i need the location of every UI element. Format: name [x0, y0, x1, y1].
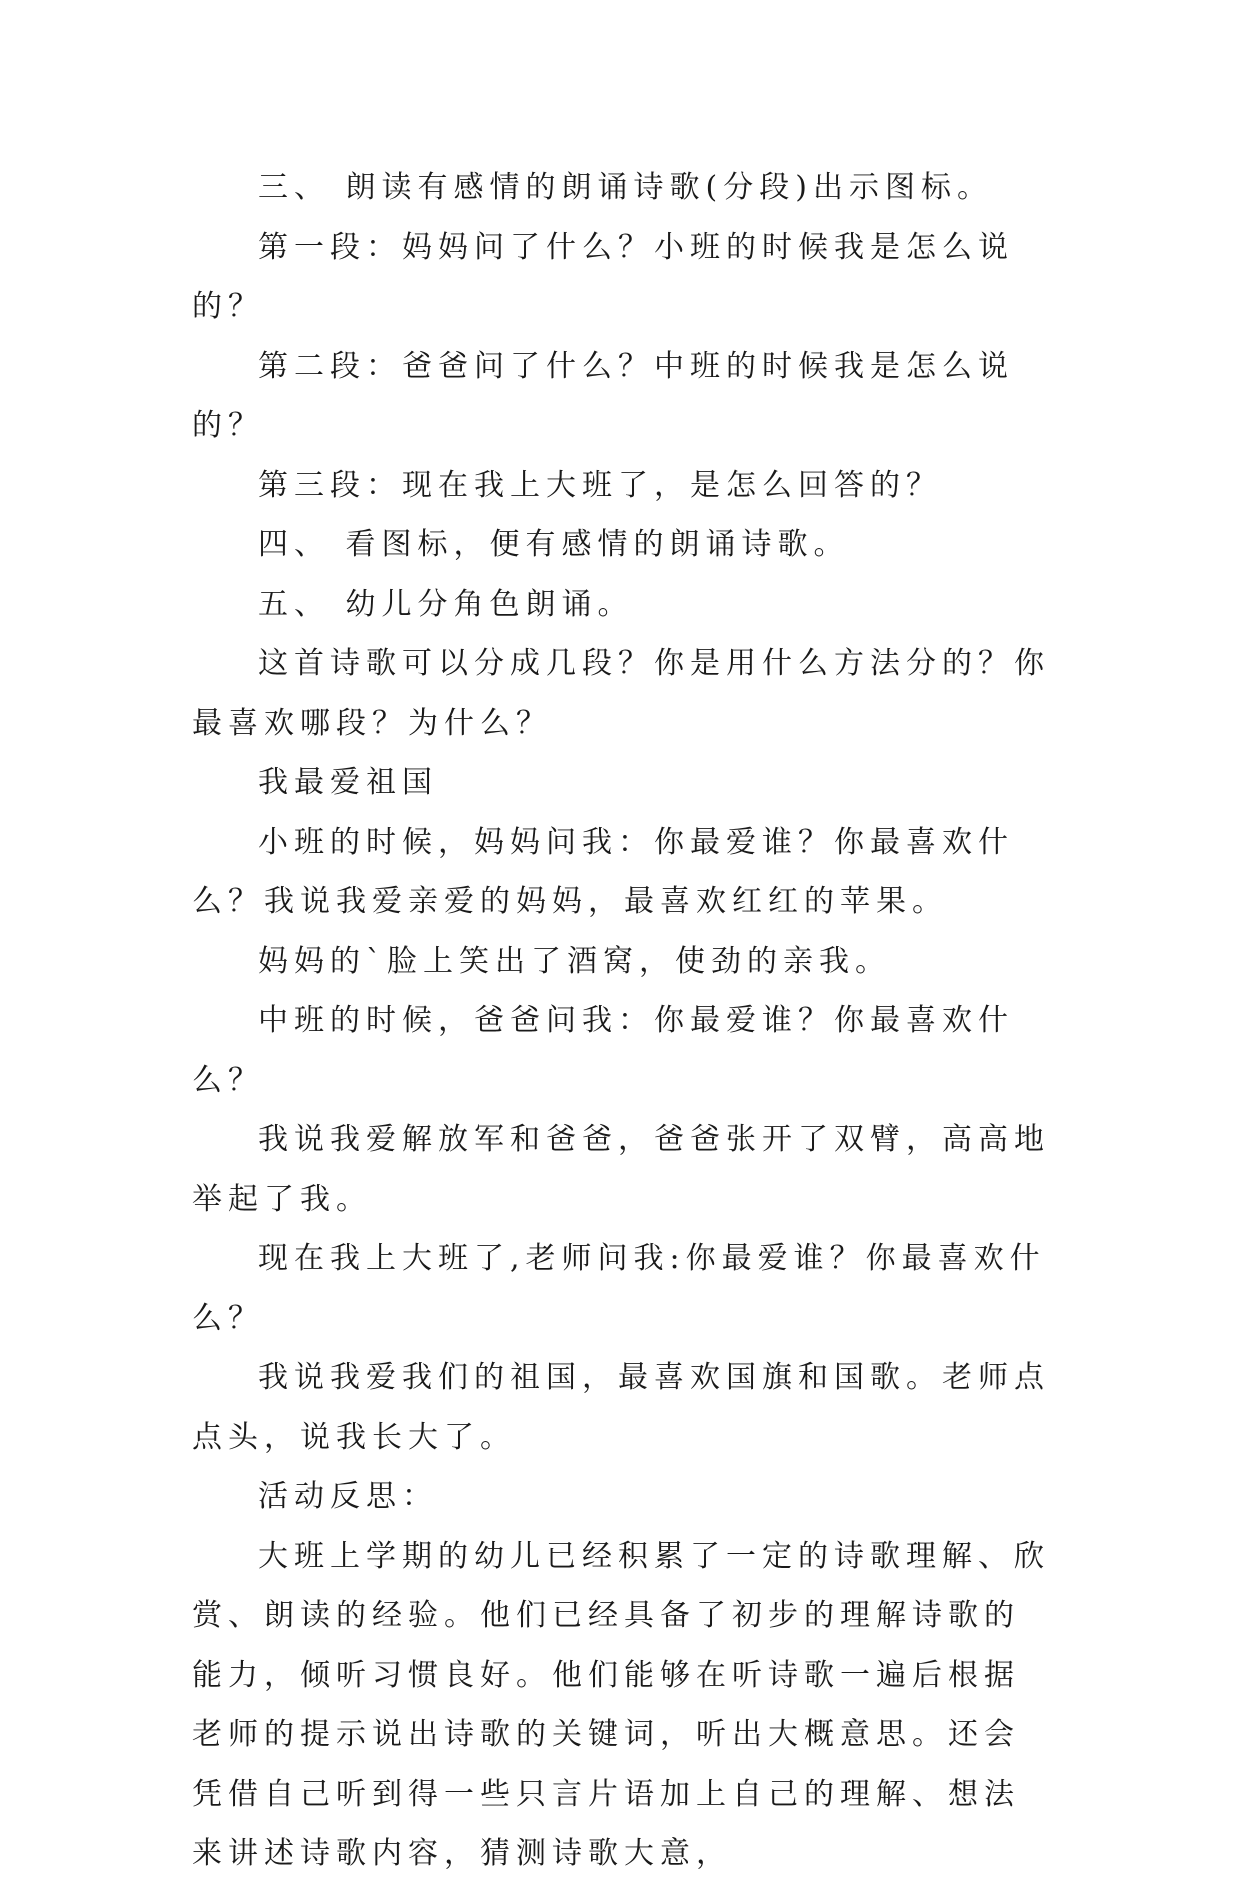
document-page — [192, 158, 1052, 1884]
poem-stanza-middle-class: 中班的时候，爸爸问我：你最爱谁？你最喜欢什么？ — [192, 1003, 1014, 1098]
paragraph-step-three: 三、 朗读有感情的朗诵诗歌(分段)出示图标。 — [258, 170, 993, 205]
paragraph-step-four: 四、 看图标，便有感情的朗诵诗歌。 — [258, 527, 850, 562]
paragraph-step-five: 五、 幼儿分角色朗诵。 — [258, 586, 634, 622]
paragraph-section-one: 第一段：妈妈问了什么？小班的时候我是怎么说的？ — [192, 229, 1014, 324]
reflection-body: 大班上学期的幼儿已经积累了一定的诗歌理解、欣赏、朗读的经验。他们已经具备了初步的理解诗歌的能力，倾听习惯良好。他们能够在听诗歌一遍后根据老师的提示说出诗歌的关键词，听出大概意思。还会凭借自己听到得一些只言片语加上自己的理解、想法来讲述诗歌内容，猜测诗歌大意， — [192, 1538, 1050, 1871]
poem-line-father: 我说我爱解放军和爸爸，爸爸张开了双臂，高高地举起了我。 — [192, 1122, 1050, 1217]
reflection-heading: 活动反思： — [258, 1479, 438, 1514]
paragraph-section-three: 第三段：现在我上大班了，是怎么回答的？ — [258, 467, 942, 503]
poem-line-mother: 妈妈的`脸上笑出了酒窝，使劲的亲我。 — [258, 943, 891, 979]
poem-line-teacher: 我说我爱我们的祖国，最喜欢国旗和国歌。老师点点头，说我长大了。 — [192, 1360, 1050, 1455]
poem-stanza-small-class: 小班的时候，妈妈问我：你最爱谁？你最喜欢什么？我说我爱亲爱的妈妈，最喜欢红红的苹果。 — [192, 824, 1014, 919]
poem-title: 我最爱祖国 — [258, 765, 438, 800]
paragraph-question: 这首诗歌可以分成几段？你是用什么方法分的？你最喜欢哪段？为什么？ — [192, 646, 1050, 741]
paragraph-section-two: 第二段：爸爸问了什么？中班的时候我是怎么说的？ — [192, 348, 1014, 443]
poem-stanza-big-class: 现在我上大班了,老师问我:你最爱谁？你最喜欢什么？ — [192, 1241, 1046, 1336]
